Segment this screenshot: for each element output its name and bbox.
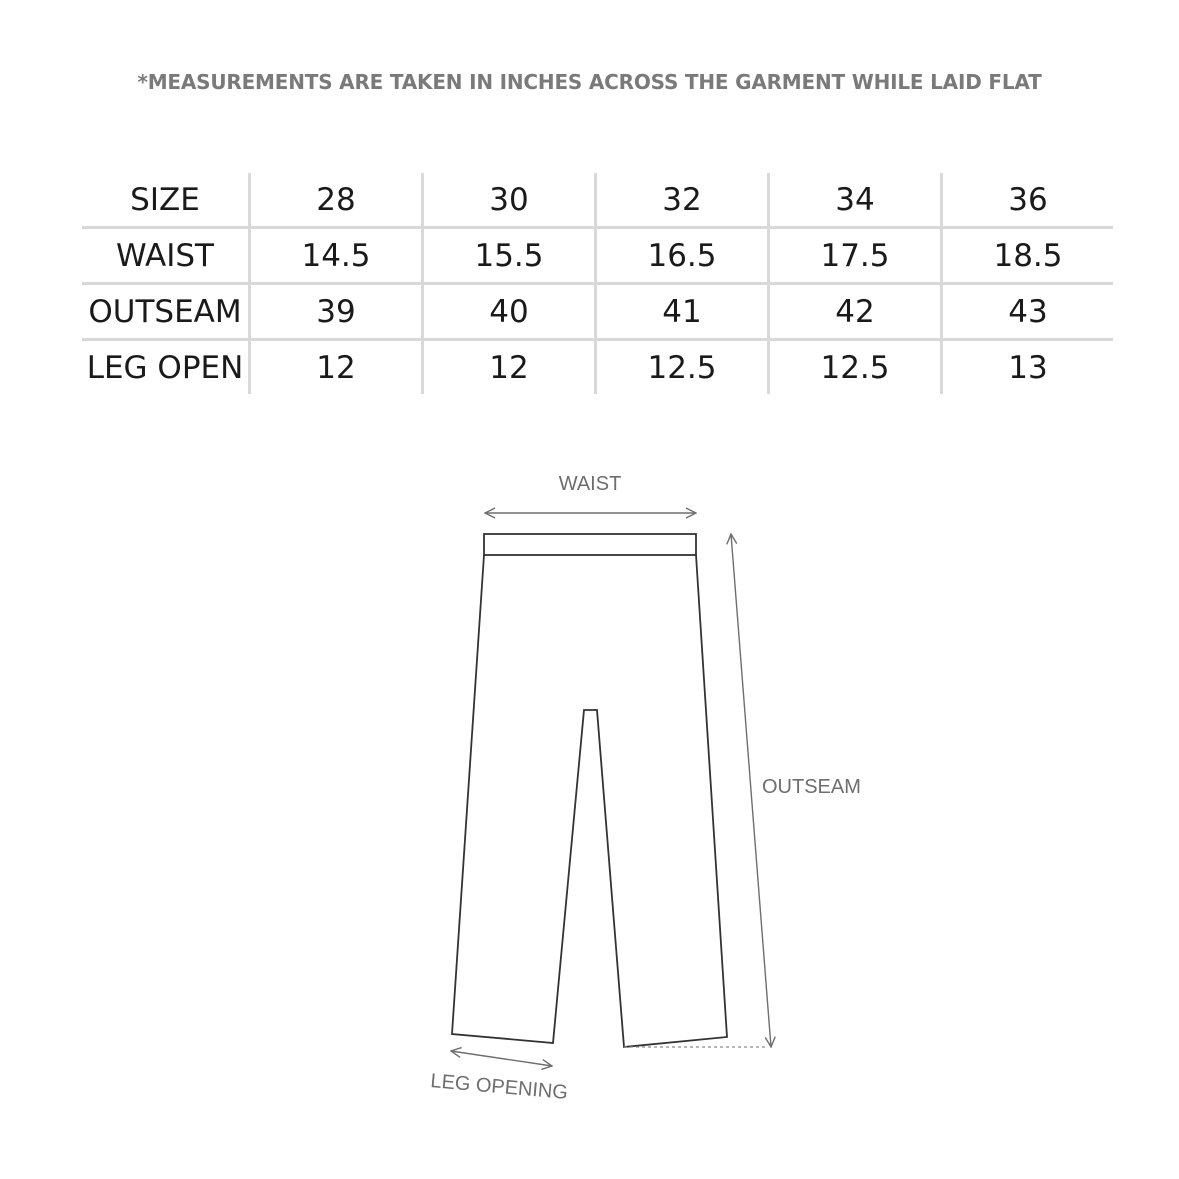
table-cell: 12: [250, 340, 423, 395]
waist-label: WAIST: [558, 473, 622, 495]
table-cell: 28: [250, 173, 423, 228]
row-label: OUTSEAM: [82, 284, 250, 340]
table-cell: 36: [942, 173, 1114, 228]
measurement-note: *MEASUREMENTS ARE TAKEN IN INCHES ACROSS THE GARMENT WHILE LAID FLAT: [137, 70, 1042, 94]
table-cell: 12: [423, 340, 596, 395]
table-cell: 12.5: [596, 340, 769, 395]
table-cell: 39: [250, 284, 423, 340]
waistband: [484, 534, 696, 555]
table-cell: 13: [942, 340, 1114, 395]
table-cell: 15.5: [423, 228, 596, 284]
table-cell: 18.5: [942, 228, 1114, 284]
table-cell: 32: [596, 173, 769, 228]
table-cell: 42: [769, 284, 942, 340]
table-cell: 17.5: [769, 228, 942, 284]
row-label: LEG OPEN: [86, 349, 244, 386]
table-cell: 40: [423, 284, 596, 340]
table-cell: 43: [942, 284, 1114, 340]
outseam-label: OUTSEAM: [762, 776, 861, 798]
pants-body: [452, 555, 727, 1047]
pants-outline: [452, 534, 727, 1047]
table-cell: 16.5: [596, 228, 769, 284]
row-label: SIZE: [82, 173, 250, 228]
table-cell: 14.5: [250, 228, 423, 284]
table-cell: 34: [769, 173, 942, 228]
leg-opening-label: LEG OPENING: [429, 1070, 569, 1104]
row-label: WAIST: [82, 228, 250, 284]
table-cell: 12.5: [769, 340, 942, 395]
table-cell: 30: [423, 173, 596, 228]
leg-opening-arrow: [451, 1051, 552, 1066]
table-cell: 41: [596, 284, 769, 340]
